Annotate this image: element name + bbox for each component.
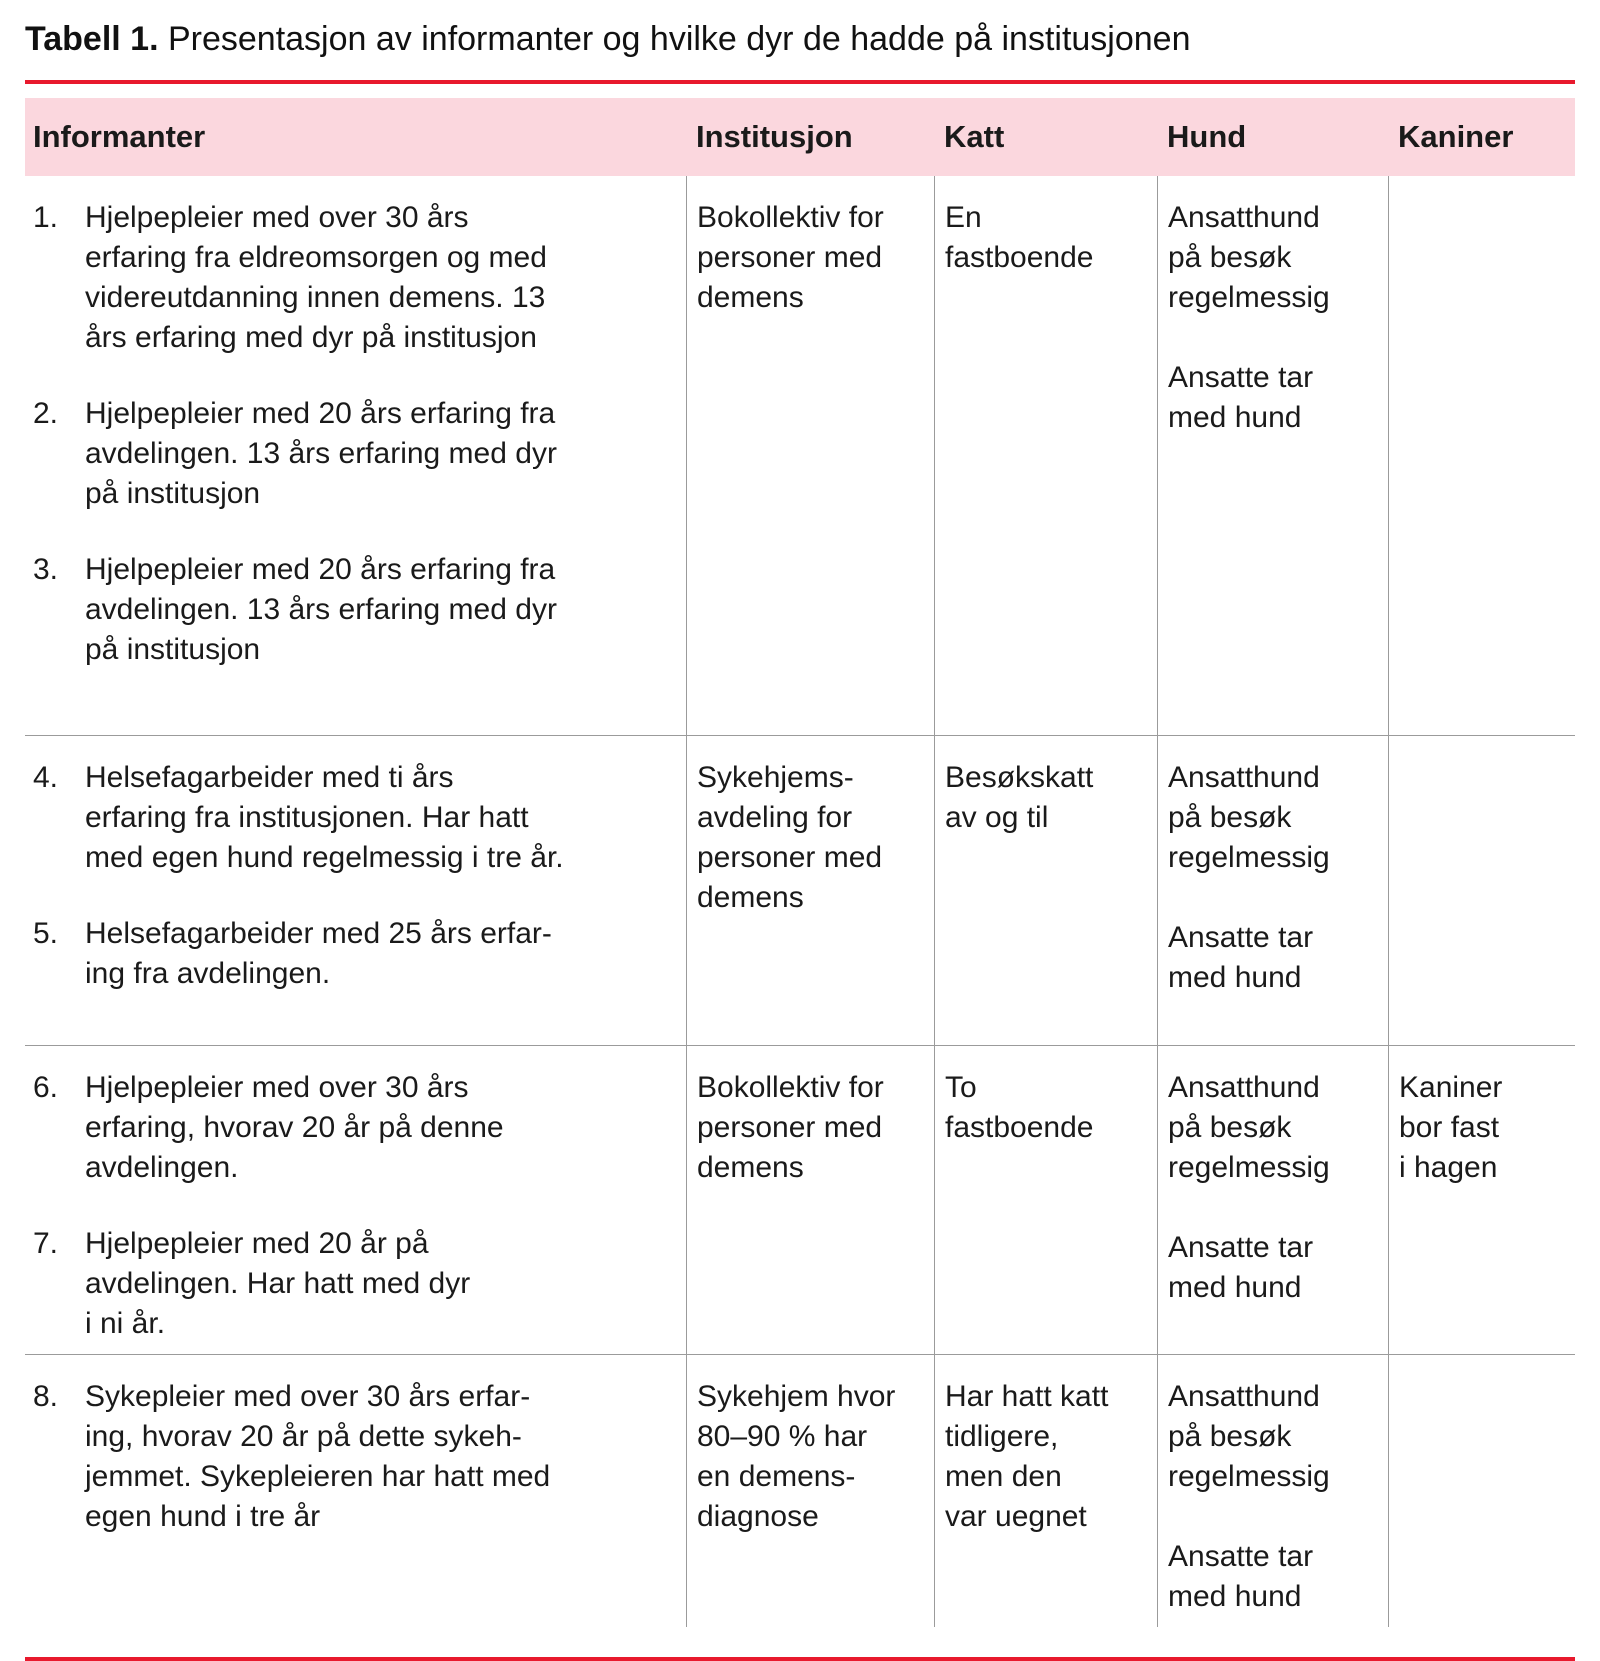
informant-item-2: [33, 394, 678, 514]
informants-cell: [25, 736, 686, 1045]
informant-item-6: [33, 1068, 678, 1188]
column-header-informanter: Informanter: [33, 119, 206, 154]
kaniner-cell: Kaniner bor fast i hagen: [1388, 1046, 1575, 1354]
table-header-row: [25, 98, 1575, 176]
table-row-group-3: [25, 1045, 1575, 1354]
informant-text: Sykepleier med over 30 års erfar- ing, hvorav 20 år på dette sykeh- jemmet. Sykepleieren har hatt med egen hund i tre år: [85, 1380, 551, 1533]
hund-cell: Ansatthund på besøk regelmessig Ansatte tar med hund: [1157, 1355, 1388, 1627]
table-title-label: Tabell 1.: [25, 20, 159, 58]
hund-cell: Ansatthund på besøk regelmessig Ansatte tar med hund: [1157, 176, 1388, 735]
informant-number: 1.: [33, 201, 59, 234]
informant-item-1: [33, 198, 678, 358]
informant-number: 3.: [33, 553, 59, 586]
katt-cell: To fastboende: [934, 1046, 1157, 1354]
kaniner-cell: [1388, 1355, 1575, 1627]
informant-text: Hjelpepleier med 20 år på avdelingen. Har hatt med dyr i ni år.: [85, 1227, 471, 1340]
informant-number: 2.: [33, 397, 59, 430]
informant-text: Hjelpepleier med 20 års erfaring fra avdelingen. 13 års erfaring med dyr på institusjon: [85, 553, 557, 666]
institusjon-cell: Bokollektiv for personer med demens: [686, 1046, 934, 1354]
column-header-hund: Hund: [1167, 119, 1247, 154]
table-title-text: Presentasjon av informanter og hvilke dyr de hadde på institusjonen: [158, 20, 1191, 58]
hund-cell: Ansatthund på besøk regelmessig Ansatte tar med hund: [1157, 736, 1388, 1045]
informant-number: 4.: [33, 761, 59, 794]
informants-cell: [25, 1046, 686, 1354]
column-header-institusjon: Institusjon: [696, 119, 853, 154]
table-row-group-4: [25, 1354, 1575, 1627]
table-row-group-1: [25, 176, 1575, 735]
informant-number: 6.: [33, 1071, 59, 1104]
informant-text: Hjelpepleier med 20 års erfaring fra avdelingen. 13 års erfaring med dyr på institusjon: [85, 397, 557, 510]
top-rule: [25, 80, 1575, 84]
informant-number: 7.: [33, 1227, 59, 1260]
column-header-katt: Katt: [944, 119, 1005, 154]
informants-cell: [25, 176, 686, 735]
column-header-kaniner: Kaniner: [1398, 119, 1514, 154]
katt-cell: Besøkskatt av og til: [934, 736, 1157, 1045]
informant-item-5: [33, 914, 678, 994]
informant-text: Helsefagarbeider med ti års erfaring fra institusjonen. Har hatt med egen hund regelmessig i tre år.: [85, 761, 564, 874]
bottom-rule: [25, 1657, 1575, 1661]
informant-number: 5.: [33, 917, 59, 950]
informant-number: 8.: [33, 1380, 59, 1413]
katt-cell: En fastboende: [934, 176, 1157, 735]
institusjon-cell: Sykehjem hvor 80–90 % har en demens- diagnose: [686, 1355, 934, 1627]
informants-cell: [25, 1355, 686, 1627]
table-title: [25, 18, 1575, 60]
informant-item-4: [33, 758, 678, 878]
informant-item-8: [33, 1377, 678, 1537]
informant-text: Hjelpepleier med over 30 års erfaring, hvorav 20 år på denne avdelingen.: [85, 1071, 504, 1184]
hund-cell: Ansatthund på besøk regelmessig Ansatte tar med hund: [1157, 1046, 1388, 1354]
institusjon-cell: Bokollektiv for personer med demens: [686, 176, 934, 735]
kaniner-cell: [1388, 736, 1575, 1045]
table-row-group-2: [25, 735, 1575, 1045]
informant-item-7: [33, 1224, 678, 1344]
institusjon-cell: Sykehjems- avdeling for personer med demens: [686, 736, 934, 1045]
kaniner-cell: [1388, 176, 1575, 735]
informant-item-3: [33, 550, 678, 670]
katt-cell: Har hatt katt tidligere, men den var uegnet: [934, 1355, 1157, 1627]
informant-text: Hjelpepleier med over 30 års erfaring fra eldreomsorgen og med videreutdanning innen demens. 13 års erfaring med dyr på institusjon: [85, 201, 547, 354]
informant-text: Helsefagarbeider med 25 års erfar- ing fra avdelingen.: [85, 917, 552, 990]
